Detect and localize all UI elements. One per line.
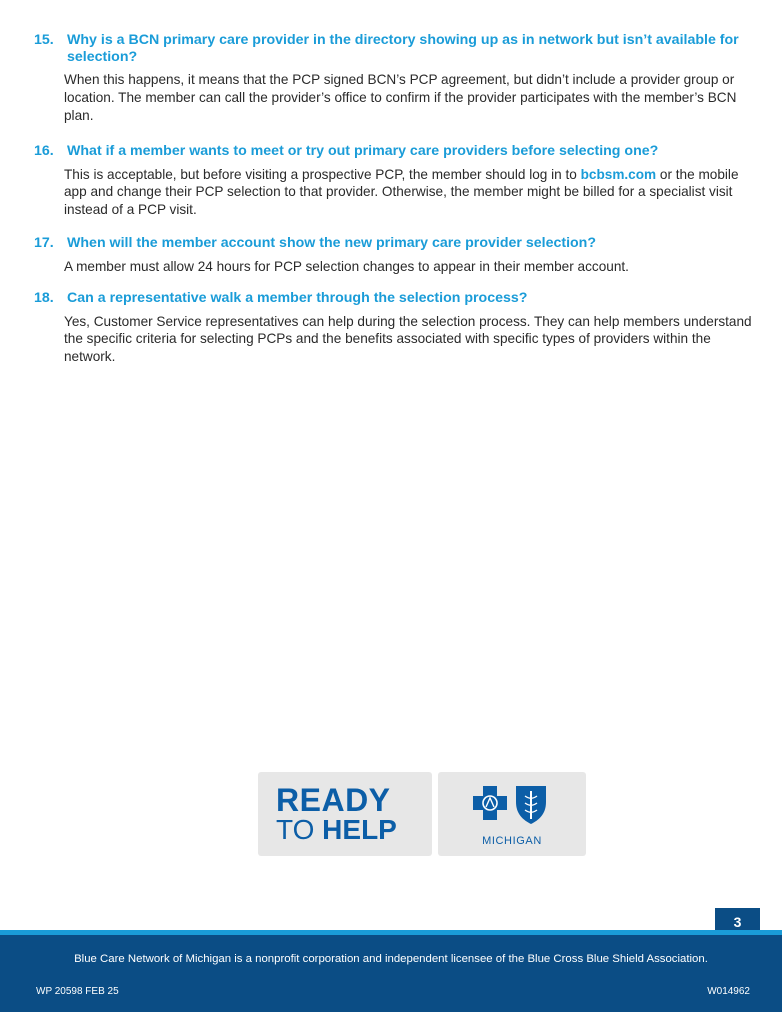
question-number: 15. [34,32,54,48]
blue-shield-icon [516,786,546,824]
faq-answer: A member must allow 24 hours for PCP selection changes to appear in their member account. [64,258,629,274]
page-number: 3 [715,908,760,936]
michigan-label: MICHIGAN [482,835,542,847]
to-word: TO [276,814,315,845]
question-number: 17. [34,235,54,251]
faq-question [34,143,756,160]
document-code: WP 20598 FEB 25 [36,986,119,997]
faq-question [34,290,756,307]
faq-answer: Yes, Customer Service representatives can help during the selection process. They can help members understand the specific criteria for selecting PCPs and the benefits associated with specific types of providers within the network. [64,313,752,365]
faq-question [34,235,756,252]
question-text: What if a member wants to meet or try out primary care providers before selecting one? [67,143,659,159]
answer-text: or the mobile app and change their PCP selection to that provider. Otherwise, the member might be billed for a specialist visit instead of a PCP visit. [64,166,739,218]
answer-text: This is acceptable, but before visiting a prospective PCP, the member should log in to [64,166,581,182]
faq-answer: When this happens, it means that the PCP signed BCN’s PCP agreement, but didn’t include a provider group or location. The member can call the provider’s office to confirm if the provider participates with the member’s BCN plan. [64,72,737,123]
bcbs-michigan-logo [438,772,586,856]
footer [0,935,782,1012]
question-text: When will the member account show the new primary care provider selection? [67,235,597,251]
bcbsm-link[interactable]: bcbsm.com [580,166,657,182]
bcbs-marks [470,782,554,828]
help-word: HELP [322,814,397,845]
faq-question [34,32,756,65]
ready-word: READY [276,782,391,818]
faq-item-17 [34,235,756,275]
footer-notice: Blue Care Network of Michigan is a nonprofit corporation and independent licensee of the Blue Cross Blue Shield Association. [74,953,708,965]
ready-to-help-logo [258,772,432,856]
form-code: W014962 [707,986,750,997]
question-text: Why is a BCN primary care provider in the directory showing up as in network but isn’t available for selection? [67,32,739,65]
question-number: 18. [34,290,54,306]
question-text: Can a representative walk a member through the selection process? [67,290,528,306]
faq-item-15 [34,32,756,124]
blue-cross-icon [473,786,507,820]
faq-item-18 [34,290,756,366]
question-number: 16. [34,143,54,159]
to-help-words [276,814,397,846]
faq-answer [64,166,756,219]
faq-item-16 [34,143,756,219]
